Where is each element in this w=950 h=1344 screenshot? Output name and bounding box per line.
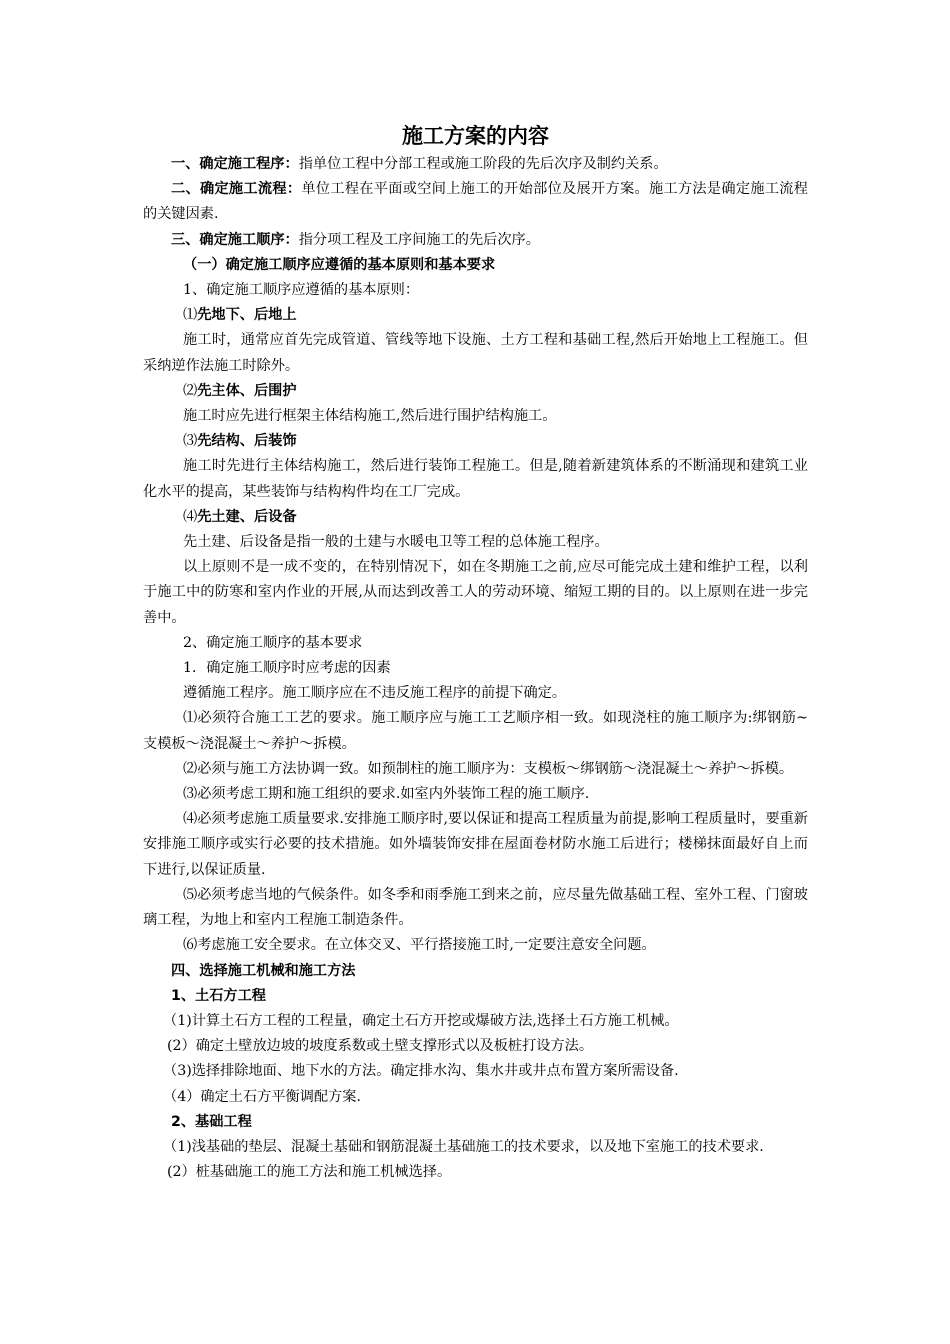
- earthwork-item-1: （1)计算土石方工程的工程量，确定土石方开挖或爆破方法,选择土石方施工机械。: [163, 1012, 679, 1029]
- section-1: [143, 152, 808, 177]
- requirement-3: ⑶必须考虑工期和施工组织的要求.如室内外装饰工程的施工顺序.: [183, 786, 590, 803]
- principle-1-heading: [143, 303, 808, 328]
- principle-1-number: ⑴: [183, 307, 198, 324]
- document-title: 施工方案的内容: [402, 124, 549, 148]
- earthwork-heading: 1、土石方工程: [171, 987, 266, 1004]
- basic-principles-heading: 1、确定施工顺序应遵循的基本原则：: [183, 282, 420, 299]
- earthwork-item-4: （4）确定土石方平衡调配方案.: [163, 1088, 361, 1105]
- document-page: [143, 120, 808, 1185]
- section-2: [143, 177, 808, 227]
- earthwork-item-2: (2）确定土壁放边坡的坡度系数或土壁支撑形式以及板桩打设方法。: [167, 1038, 594, 1055]
- requirement-6: ⑹考虑施工安全要求。在立体交叉、平行搭接施工时,一定要注意安全问题。: [183, 937, 656, 954]
- principle-3-text: 施工时先进行主体结构施工，然后进行装饰工程施工。但是,随着新建筑体系的不断涌现和建筑工业化水平的提高，某些装饰与结构构件均在工厂完成。: [143, 458, 808, 500]
- principle-4-title: 先土建、后设备: [197, 508, 297, 525]
- requirement-4: ⑷必须考虑施工质量要求.安排施工顺序时,要以保证和提高工程质量为前提,影响工程质量时，要重新安排施工顺序或实行必要的技术措施。如外墙装饰安排在屋面卷材防水施工后进行；楼梯抹面最好自上而下进行,以保证质量.: [143, 811, 808, 878]
- section-1-text: 指单位工程中分部工程或施工阶段的先后次序及制约关系。: [298, 156, 668, 172]
- section-1-heading: 一、确定施工程序：: [171, 156, 299, 172]
- foundation-heading: 2、基础工程: [171, 1113, 252, 1130]
- principle-4-text: 先土建、后设备是指一般的土建与水暖电卫等工程的总体施工程序。: [183, 534, 609, 551]
- factors-heading: 1．确定施工顺序时应考虑的因素: [183, 660, 391, 677]
- follow-procedure-text: 遵循施工程序。施工顺序应在不违反施工程序的前提下确定。: [183, 685, 567, 702]
- section-2-text: 单位工程在平面或空间上施工的开始部位及展开方案。施工方法是确定施工流程的关键因素.: [143, 181, 808, 223]
- principle-2-heading: [143, 379, 808, 404]
- principle-2-title: 先主体、后围护: [197, 382, 297, 399]
- requirement-5: ⑸必须考虑当地的气候条件。如冬季和雨季施工到来之前，应尽量先做基础工程、室外工程、门窗玻璃工程，为地上和室内工程施工制造条件。: [143, 886, 808, 929]
- principles-note: 以上原则不是一成不变的，在特别情况下，如在冬期施工之前,应尽可能完成土建和维护工程，以利于施工中的防寒和室内作业的开展,从而达到改善工人的劳动环境、缩短工期的目的。以上原则在进一步完善中。: [143, 559, 808, 626]
- requirement-1: ⑴必须符合施工工艺的要求。施工顺序应与施工工艺顺序相一致。如现浇柱的施工顺序为:绑钢筋~支模板～浇混凝土～养护～拆模。: [143, 710, 808, 752]
- requirements-heading: 2、确定施工顺序的基本要求: [183, 634, 363, 651]
- requirement-2: ⑵必须与施工方法协调一致。如预制柱的施工顺序为：支模板～绑钢筋～浇混凝土～养护～拆模。: [183, 760, 794, 777]
- principle-1-text: 施工时，通常应首先完成管道、管线等地下设施、土方工程和基础工程,然后开始地上工程施工。但采纳逆作法施工时除外。: [143, 332, 808, 374]
- principle-3-heading: [143, 429, 808, 454]
- section-4-heading: 四、选择施工机械和施工方法: [171, 962, 356, 979]
- principle-3-title: 先结构、后装饰: [197, 433, 297, 450]
- foundation-item-1: （1)浅基础的垫层、混凝土基础和钢筋混凝土基础施工的技术要求，以及地下室施工的技术要求.: [163, 1138, 764, 1155]
- foundation-item-2: (2）桩基础施工的施工方法和施工机械选择。: [167, 1164, 452, 1181]
- section-3: [143, 228, 808, 253]
- subsection-heading: （一）确定施工顺序应遵循的基本原则和基本要求: [183, 256, 496, 273]
- principle-1-title: 先地下、后地上: [197, 307, 297, 324]
- section-3-text: 指分项工程及工序间施工的先后次序。: [298, 231, 540, 248]
- principle-2-number: ⑵: [183, 382, 198, 399]
- section-2-heading: 二、确定施工流程：: [171, 181, 302, 198]
- section-3-heading: 三、确定施工顺序：: [171, 231, 299, 248]
- principle-4-heading: [143, 505, 808, 530]
- principle-2-text: 施工时应先进行框架主体结构施工,然后进行围护结构施工。: [183, 408, 557, 425]
- earthwork-item-3: （3)选择排除地面、地下水的方法。确定排水沟、集水井或井点布置方案所需设备.: [163, 1063, 679, 1080]
- principle-3-number: ⑶: [183, 433, 198, 450]
- principle-4-number: ⑷: [183, 508, 198, 525]
